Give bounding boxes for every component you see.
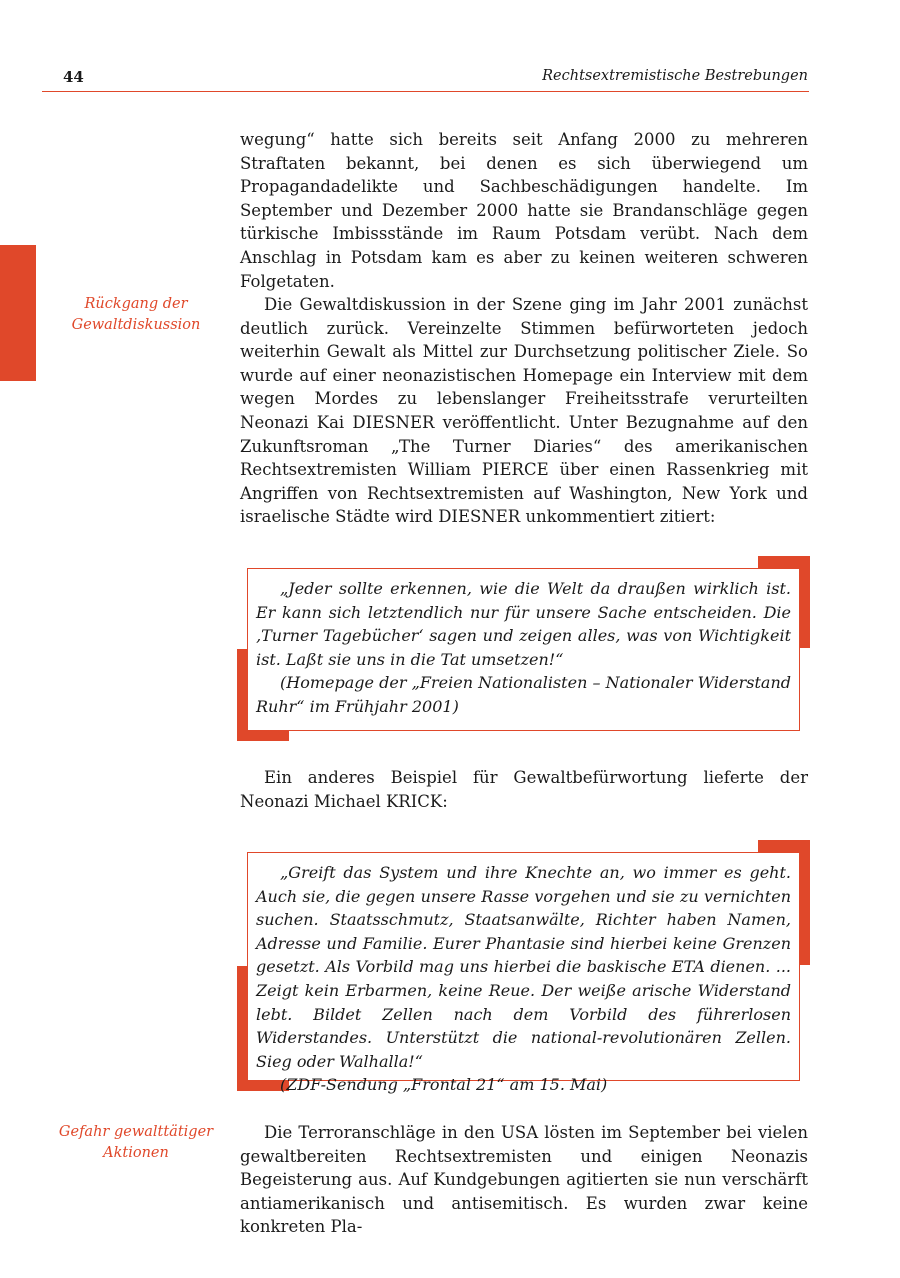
paragraph-1: wegung“ hatte sich bereits seit Anfang 2000 zu mehreren Straftaten bekannt, bei denen es sich überwiegend um Propagandadelikte und Sachbeschädigungen handelte. Im September und Dezember 2000 hatte sie Brandanschläge gegen türkische Imbissstände im Raum Potsdam verübt. Nach dem Anschlag in Potsdam kam es aber zu keinen weiteren schweren Folgetaten. (240, 130, 808, 291)
quote-1 (237, 556, 810, 741)
margin-note-1-line2: Gewaltdiskussion (71, 317, 201, 333)
paragraph-3: Ein anderes Beispiel für Gewaltbefürwortung lieferte der Neonazi Michael KRICK: (240, 768, 808, 811)
quote-2 (237, 840, 810, 1095)
quote-2-box (247, 852, 800, 1095)
quote-1-body: „Jeder sollte erkennen, wie die Welt da draußen wirklich ist. Er kann sich letztendlich nur für unsere Sache entscheiden. Die ‚Turner Tagebücher‘ sagen und zeigen alles, was von Wichtigkeit ist. Laßt sie uns in die Tat umsetzen!“ (256, 579, 791, 669)
margin-note-1-line1: Rückgang der (84, 296, 188, 312)
header-rule (42, 91, 809, 92)
margin-note-1 (36, 294, 236, 336)
quote-2-text (256, 861, 791, 1097)
paragraph-2: Die Gewaltdiskussion in der Szene ging im Jahr 2001 zunächst deutlich zurück. Vereinzelte Stimmen befürworteten jedoch weiterhin Gewalt als Mittel zur Durchsetzung politischer Ziele. So wurde auf einer neonazistischen Homepage ein Interview mit dem wegen Mordes zu lebenslanger Freiheitsstrafe verurteilten Neonazi Kai DIESNER veröffentlicht. Unter Bezugnahme auf den Zukunftsroman „The Turner Diaries“ des amerikanischen Rechtsextremisten William PIERCE über einen Rassenkrieg mit Angriffen von Rechtsextremisten auf Washington, New York und israelische Städte wird DIESNER unkommentiert zitiert: (240, 295, 808, 527)
margin-note-2-line2: Aktionen (103, 1145, 169, 1161)
paragraph-4: Die Terroranschläge in den USA lösten im September bei vielen gewaltbereiten Rechtsextremisten und einigen Neonazis Begeisterung aus. Auf Kundgebungen agitierten sie nun verschärft antiamerikanisch und antisemitisch. Es wurden zwar keine konkreten Pla- (240, 1123, 808, 1237)
margin-note-2-line1: Gefahr gewalttätiger (58, 1124, 214, 1140)
margin-note-2 (36, 1122, 236, 1164)
running-title: Rechtsextremistische Bestrebungen (542, 68, 808, 84)
quote-1-source: (Homepage der „Freien Nationalisten – Nationaler Widerstand Ruhr“ im Frühjahr 2001) (256, 673, 791, 716)
side-marker-bar (0, 245, 36, 381)
quote-1-text (256, 577, 791, 719)
quote-2-source: (ZDF-Sendung „Frontal 21“ am 15. Mai) (280, 1075, 608, 1095)
quote-2-body: „Greift das System und ihre Knechte an, wo immer es geht. Auch sie, die gegen unsere Rasse vorgehen und sie zu vernichten suchen. Staatsschmutz, Staatsanwälte, Richter haben Namen, Adresse und Familie. Eurer Phantasie sind hierbei keine Grenzen gesetzt. Als Vorbild mag uns hierbei die baskische ETA dienen. ... Zeigt kein Erbarmen, keine Reue. Der weiße arische Widerstand lebt. Bildet Zellen nach dem Vorbild des führerlosen Widerstandes. Unterstützt die national-revolutionären Zellen. Sieg oder Walhalla!“ (256, 863, 791, 1071)
page-number: 44 (63, 68, 84, 86)
quote-1-box (247, 568, 800, 731)
